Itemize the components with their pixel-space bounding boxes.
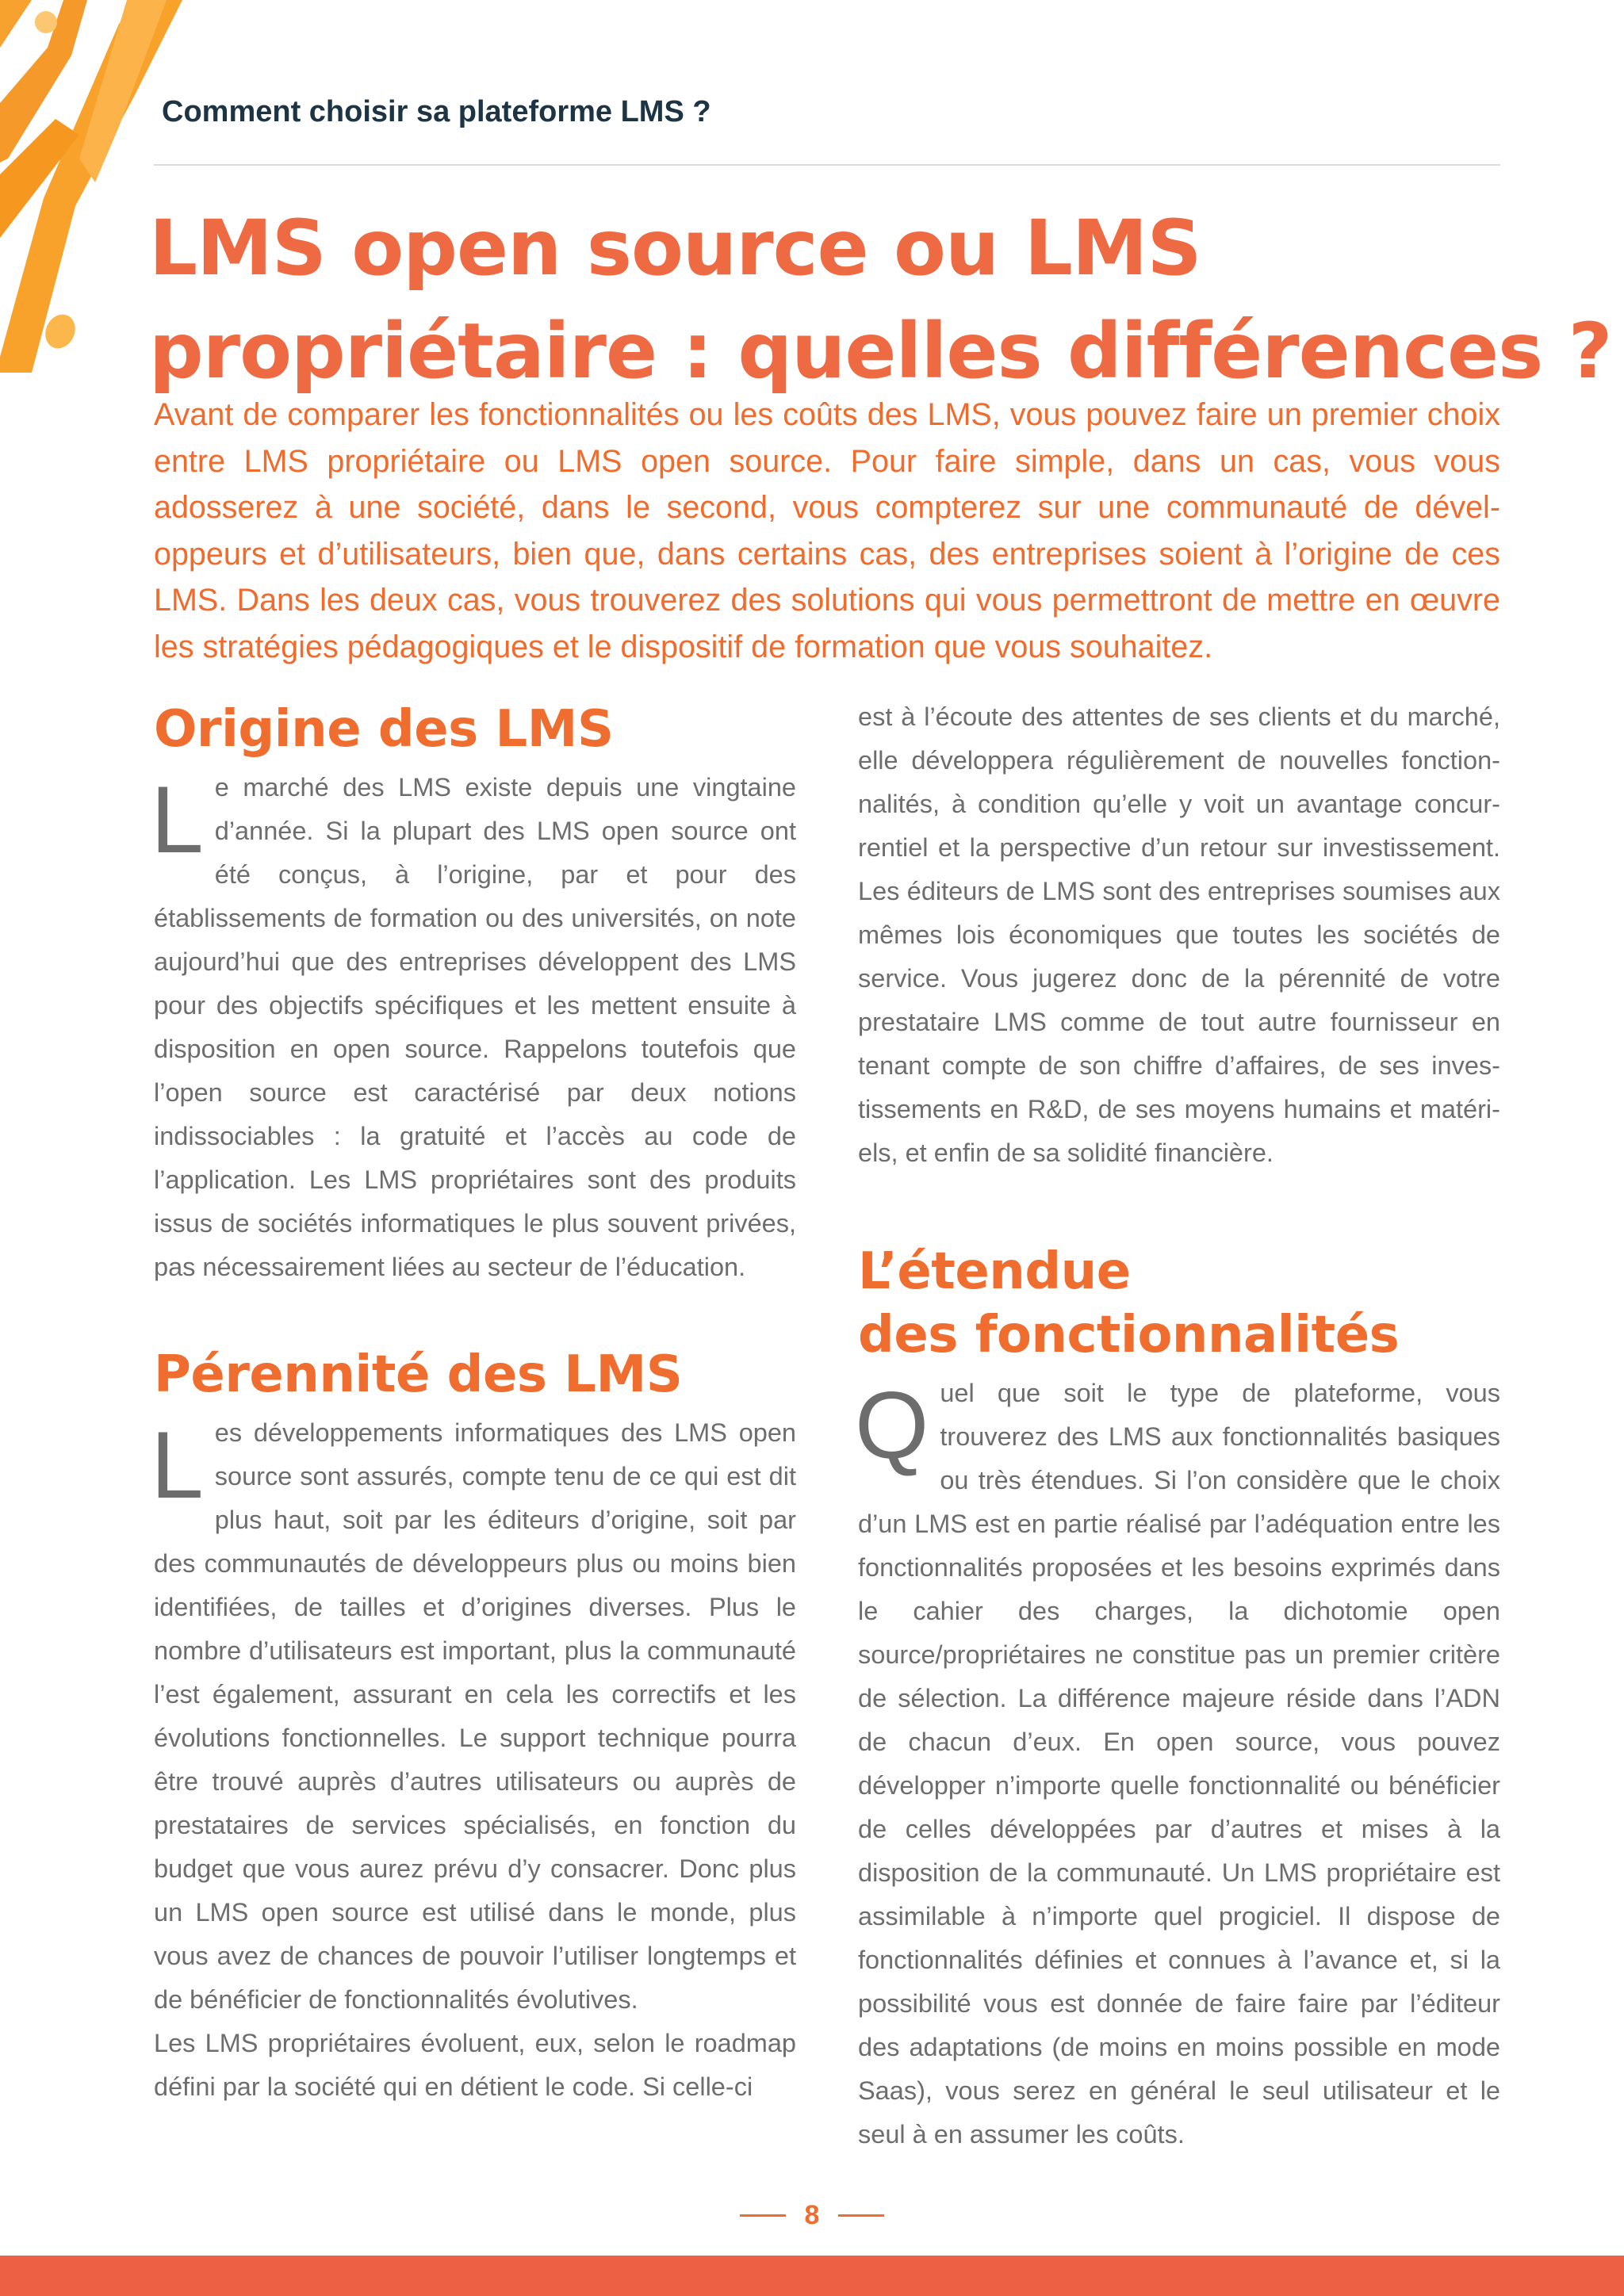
deco-leaf-top: [35, 11, 57, 33]
paragraph-perennite-2: Les LMS propriétaires évoluent, eux, selon le roadmap défini par la société qui en détient le code. Si celle-ci: [154, 2029, 796, 2101]
page-title: [149, 197, 1612, 403]
deco-branch-top: [0, 0, 32, 48]
text-perennite: es développements informatiques des LMS open source sont assurés, compte tenu de ce qui est dit plus haut, soit par les éditeurs d’origine, soit par des communautés de développeurs plus ou moins bien identifiées, de tailles et d’origines diverses. Plus le nombre d’utilisateurs est important, plus la communauté l’est également, assurant en cela les correctifs et les évolutions fonctionnelles. Le support technique pourra être trouvé auprès d’autres utilisateurs ou auprès de prestataires de services spécialisés, en fonction du budget que vous aurez prévu d’y consacrer. Donc plus un LMS open source est utilisé dans le monde, plus vous avez de chances de pouvoir l’utiliser longtemps et de bénéficier de fonctionnalités évolutives.: [154, 1418, 796, 2014]
dropcap-origine: L: [151, 767, 204, 873]
paragraph-perennite: [151, 1411, 796, 2022]
page-number-dash-right: [838, 2214, 884, 2217]
heading-perennite: Pérennité des LMS: [154, 1345, 683, 1404]
page-number-area: [0, 2200, 1624, 2231]
paragraph-perennite-continued: est à l’écoute des attentes de ses clients et du marché, elle développera régulièrement de nouvelles fonctionnalités, à condition qu’elle y voit un avantage concurrentiel et la perspective d’un retour sur investissement. Les éditeurs de LMS sont des entreprises soumises aux mêmes lois économiques que toutes les sociétés de service. Vous jugerez donc de la pérennité de votre prestataire LMS comme de tout autre fournisseur en tenant compte de son chiffre d’affaires, de ses investissements en R&D, de ses moyens humains et matériels, et enfin de sa solidité financière.: [858, 702, 1500, 1167]
dropcap-perennite: L: [151, 1412, 204, 1518]
paragraph-origine: [151, 766, 796, 1289]
footer-bar: [0, 2256, 1624, 2296]
right-column: [855, 695, 1500, 2156]
running-header: Comment choisir sa plateforme LMS ?: [162, 95, 711, 128]
heading-etendue-line2: des fonctionnalités: [858, 1306, 1400, 1364]
dropcap-etendue: Q: [855, 1372, 929, 1479]
heading-etendue: [858, 1240, 1500, 1367]
text-etendue: uel que soit le type de plateforme, vous trouverez des LMS aux fonctionnalités basiques ou très étendues. Si l’on considère que le choix d’un LMS est en partie réalisé par l’adéquation entre les fonctionnalités proposées et les besoins exprimés dans le cahier des charges, la dichotomie open source/propriétaires ne constitue pas un premier critère de sélection. La différence majeure réside dans l’ADN de chacun d’eux. En open source, vous pouvez développer n’importe quelle fonctionnalité ou bénéficier de celles développées par d’autres et mises à la disposition de la communauté. Un LMS propriétaire est assimilable à n’importe quel progiciel. Il dispose de fonctionnalités définies et connues à l’avance et, si la possibilité vous est donnée de faire faire par l’éditeur des adaptations (de moins en moins possible en mode Saas), vous serez en général le seul utilisateur et le seul à en assumer les coûts.: [858, 1379, 1500, 2149]
heading-origine: Origine des LMS: [154, 700, 614, 759]
left-column: [151, 698, 796, 2109]
text-origine: e marché des LMS existe depuis une vingtaine d’année. Si la plupart des LMS open source ont été conçus, à l’origine, par et pour des établissements de formation ou des universités, on note aujourd’hui que des entreprises développent des LMS pour des objectifs spécifiques et les mettent ensuite à disposition en open source. Rappelons toutefois que l’open source est caractérisé par deux notions indissociables : la gratuité et l’accès au code de l’application. Les LMS propriétaires sont des produits issus de sociétés informatiques le plus souvent privées, pas nécessairement liées au secteur de l’éducation.: [154, 773, 796, 1281]
page-number-dash-left: [740, 2214, 786, 2217]
intro-paragraph: Avant de comparer les fonctionnalités ou les coûts des LMS, vous pouvez faire un premier choix entre LMS propriétaire ou LMS open source. Pour faire simple, dans un cas, vous vous adosserez à une société, dans le second, vous compterez sur une communauté de développeurs et d’utilisateurs, bien que, dans certains cas, des entreprises soient à l’origine de ces LMS. Dans les deux cas, vous trouverez des solutions qui vous permettront de mettre en œuvre les stratégies pédagogiques et le dispositif de formation que vous souhaitez.: [154, 397, 1500, 664]
paragraph-etendue: [855, 1372, 1500, 2156]
page-number: 8: [804, 2200, 820, 2230]
header-divider: [154, 164, 1500, 166]
page-title-line2: propriétaire : quelles différences ?: [149, 307, 1612, 396]
page-title-line1: LMS open source ou LMS: [149, 204, 1201, 293]
heading-etendue-line1: L’étendue: [858, 1242, 1131, 1301]
